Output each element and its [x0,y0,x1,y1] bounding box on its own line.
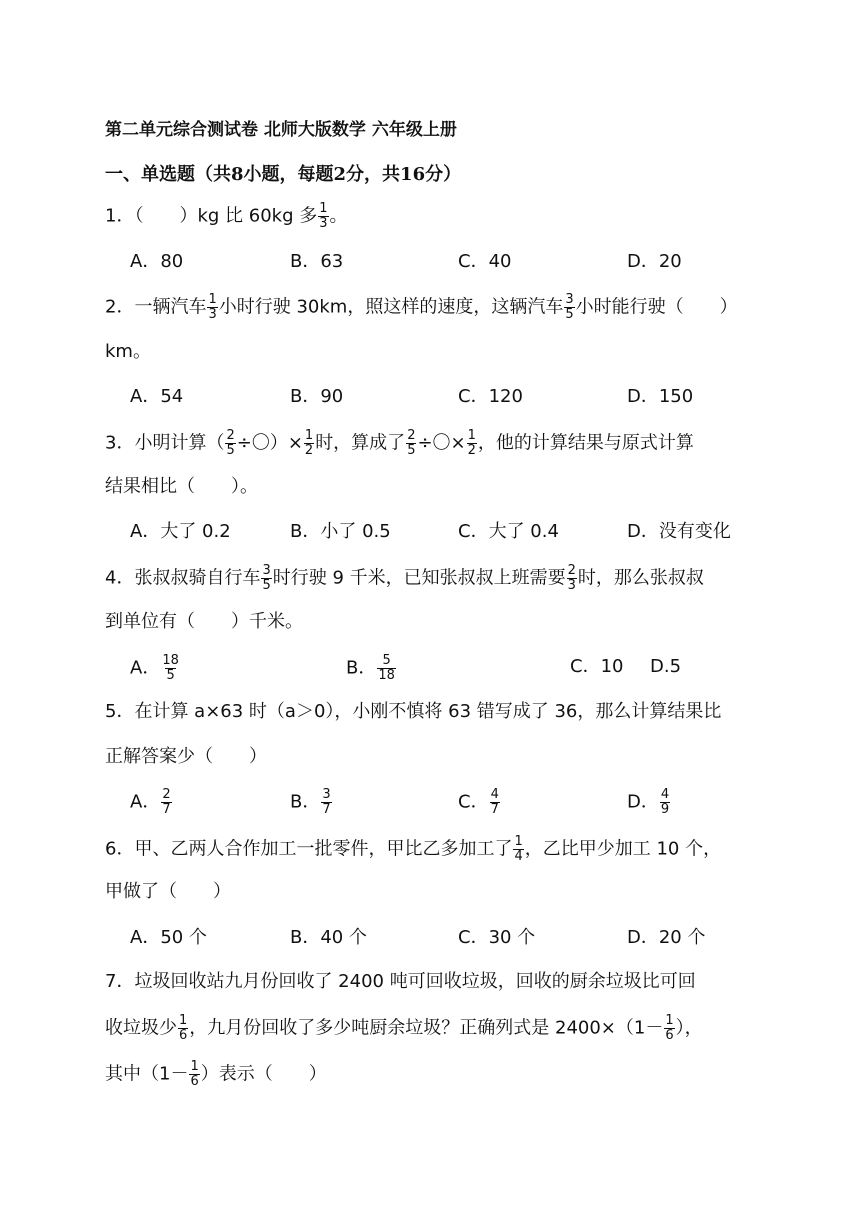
question-4-line-2: 到单位有（ ）千米。 [105,611,303,632]
option-d: D．没有变化 [627,521,731,542]
option-b: B． $\frac{5}{18}$ [346,653,395,683]
fraction: $\frac{18}{5}$ [162,653,179,683]
fraction: $\frac{3}{5}$ [565,292,574,322]
question-7-text: 其中（1－ [105,1063,189,1085]
question-7: 7．垃圾回收站九月份回收了 2400 吨可回收垃圾，回收的厨余垃圾比可回 [105,971,696,992]
option-d: D．20 个 [627,927,706,948]
question-3-text: 3．小明计算（ [105,432,225,454]
question-3-line-2: 结果相比（ ）。 [105,476,258,497]
option-c: C． $\frac{4}{7}$ [458,787,499,817]
question-2-text: 小时行驶 30km，照这样的速度，这辆汽车 [218,296,564,318]
fraction: $\frac{4}{9}$ [660,787,670,817]
option-c: C．10 [570,656,624,677]
fraction: $\frac{1}{3}$ [208,292,217,322]
fraction: $\frac{2}{5}$ [407,428,416,458]
question-7-text: ）表示（ ） [200,1063,327,1085]
option-c: C．120 [458,386,523,407]
section-heading: 一、单选题（共8小题，每题2分，共16分） [105,164,462,185]
question-3-text: 时，算成了 [315,432,406,454]
fraction: $\frac{1}{6}$ [190,1059,199,1089]
question-7-text: ）， [675,1017,703,1039]
question-6-text: 6．甲、乙两人合作加工一批零件，甲比乙多加工了 [105,838,513,860]
option-a: A．大了 0.2 [130,521,231,542]
question-7-text: 收垃圾少 [105,1017,177,1039]
option-d: D．150 [627,386,694,407]
fraction: $\frac{1}{2}$ [467,428,476,458]
option-a: A． $\frac{18}{5}$ [130,653,179,683]
fraction: $\frac{3}{7}$ [322,787,331,817]
option-c: C．40 [458,251,512,272]
question-2-text: 2．一辆汽车 [105,296,207,318]
fraction: $\frac{3}{5}$ [262,563,271,593]
option-c: C．30 个 [458,927,536,948]
question-2-text: 小时能行驶（ ） [575,296,738,318]
question-6-text: ，乙比甲少加工 10 个， [524,838,722,860]
question-6-line-2: 甲做了（ ） [105,881,231,902]
question-4-text: 时行驶 9 千米，已知张叔叔上班需要 [272,567,566,589]
fraction: $\frac{2}{7}$ [162,787,171,817]
fraction: $\frac{5}{18}$ [378,653,395,683]
fraction: $\frac{2}{3}$ [567,563,576,593]
option-d: D． $\frac{4}{9}$ [627,787,670,817]
page-title: 第二单元综合测试卷 北师大版数学 六年级上册 [105,120,457,140]
option-a: A． $\frac{2}{7}$ [130,787,171,817]
option-a: A．54 [130,386,184,407]
question-1 [105,202,348,231]
option-d: D．20 [627,251,682,272]
question-3-text: ÷〇× [417,432,466,454]
question-3 [105,429,694,458]
question-2-line-2: km。 [105,341,151,362]
option-a: A．80 [130,251,184,272]
question-1-text: 1．（ ）kg 比 60kg 多 [105,205,318,227]
fraction: $\frac{1}{6}$ [665,1013,674,1043]
option-d: D.5 [650,656,682,677]
question-7-line-3 [105,1060,327,1089]
question-5-line-2: 正解答案少（ ） [105,746,267,767]
question-7-text: ，九月份回收了多少吨厨余垃圾？正确列式是 2400×（1－ [189,1017,664,1039]
option-b: B．40 个 [290,927,367,948]
question-2 [105,293,738,322]
question-6 [105,835,721,864]
option-b: B．63 [290,251,344,272]
question-7-line-2 [105,1014,703,1043]
option-a: A．50 个 [130,927,207,948]
question-3-text: ÷〇）× [236,432,303,454]
question-4-text: 时，那么张叔叔 [577,567,704,589]
option-b: B．90 [290,386,344,407]
question-1-end: 。 [329,205,348,227]
fraction: $\frac{1}{6}$ [179,1013,188,1043]
fraction: $\frac{1}{2}$ [304,428,314,458]
question-4 [105,564,704,593]
option-c: C．大了 0.4 [458,521,559,542]
option-b: B． $\frac{3}{7}$ [290,787,331,817]
fraction: $\frac{2}{5}$ [226,428,235,458]
question-4-text: 4．张叔叔骑自行车 [105,567,261,589]
fraction: $\frac{4}{7}$ [490,787,499,817]
question-5: 5．在计算 a×63 时（a＞0），小刚不慎将 63 错写成了 36，那么计算结果比 [105,701,722,722]
option-b: B．小了 0.5 [290,521,391,542]
question-3-text: ，他的计算结果与原式计算 [477,432,694,454]
fraction: $\frac{1}{4}$ [514,834,523,864]
fraction: $\frac{1}{3}$ [319,201,328,231]
